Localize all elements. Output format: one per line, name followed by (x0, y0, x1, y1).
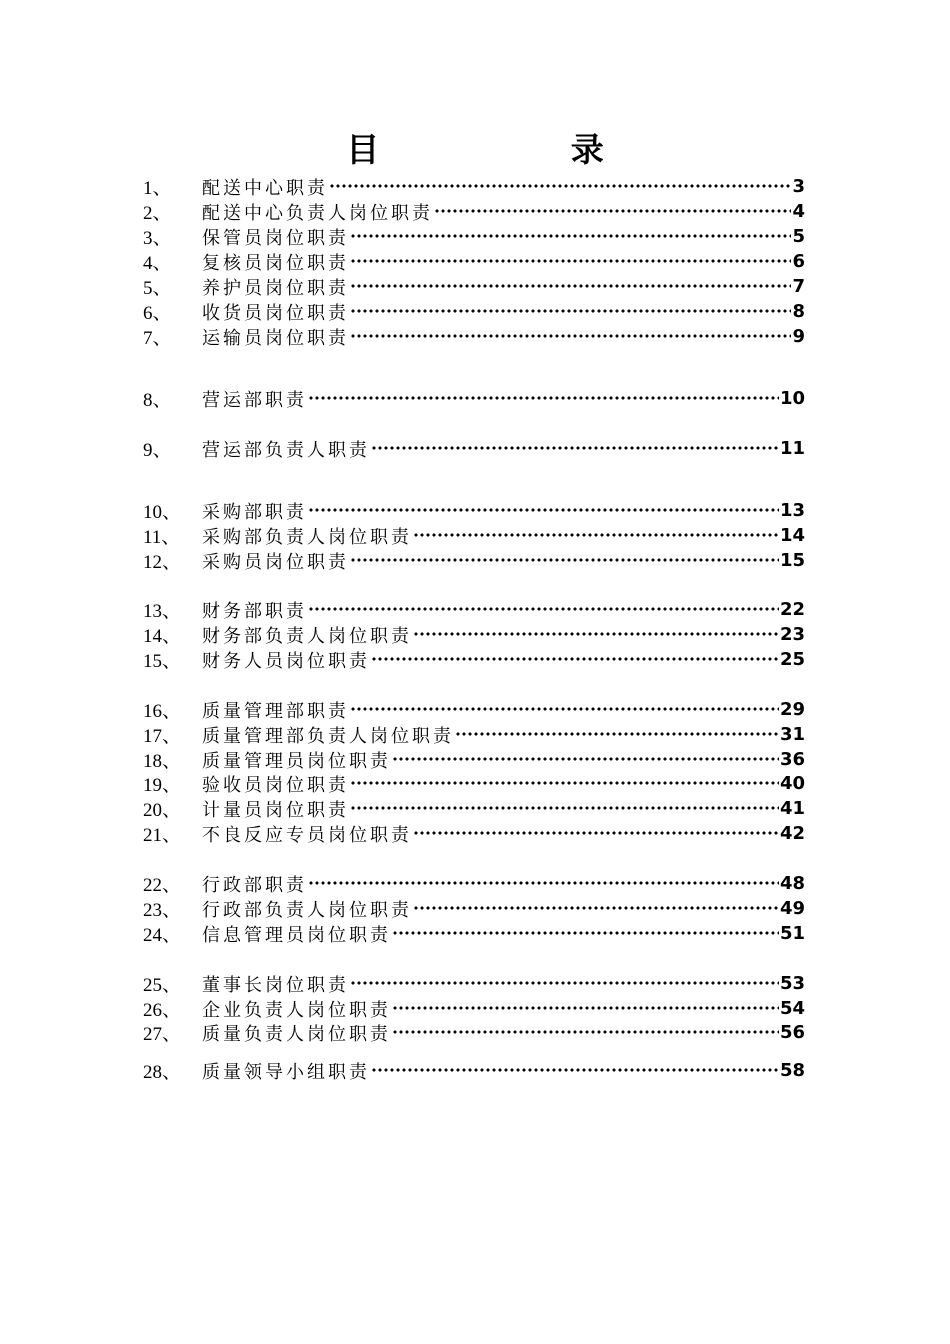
toc-entry-title: 采购部负责人岗位职责 (202, 526, 412, 548)
toc-entry-number: 28、 (143, 1062, 182, 1083)
toc-entry-number: 2、 (143, 203, 172, 224)
toc-entry-number: 15、 (143, 651, 182, 672)
toc-entry-page: 15 (779, 550, 805, 571)
toc-entry-title: 配送中心负责人岗位职责 (202, 202, 433, 224)
toc-entry-page: 58 (779, 1060, 805, 1081)
toc-entry-page: 13 (779, 500, 805, 521)
toc-entry-title: 计量员岗位职责 (202, 799, 349, 821)
toc-entry[interactable] (143, 523, 805, 548)
dot-leader (350, 548, 779, 573)
toc-entry-page: 3 (792, 176, 805, 197)
toc-entry-page: 42 (779, 823, 805, 844)
toc-entry-page: 8 (792, 301, 805, 322)
toc-entry-title: 质量管理员岗位职责 (202, 750, 391, 772)
dot-leader (350, 274, 791, 299)
toc-entry-page: 54 (779, 998, 805, 1019)
toc-entry-page: 29 (779, 699, 805, 720)
toc-entry-number: 14、 (143, 626, 182, 647)
dot-leader (350, 697, 779, 722)
toc-entry-number: 24、 (143, 925, 182, 946)
toc-entry-page: 41 (779, 798, 805, 819)
toc-entry-title: 财务人员岗位职责 (202, 650, 370, 672)
toc-entry[interactable] (143, 274, 805, 299)
toc-entry-title: 财务部职责 (202, 600, 307, 622)
toc-entry-page: 49 (779, 898, 805, 919)
dot-leader (392, 921, 779, 946)
toc-entry-number: 22、 (143, 875, 182, 896)
toc-entry-page: 5 (792, 226, 805, 247)
toc-entry-title: 质量管理部负责人岗位职责 (202, 725, 454, 747)
dot-leader (392, 996, 779, 1021)
toc-entry[interactable] (143, 996, 805, 1021)
toc-entry-title: 行政部负责人岗位职责 (202, 899, 412, 921)
dot-leader (350, 796, 779, 821)
dot-leader (350, 249, 791, 274)
dot-leader (413, 896, 779, 921)
toc-entry-number: 12、 (143, 552, 182, 573)
toc-entry-number: 1、 (143, 178, 172, 199)
toc-entry-number: 13、 (143, 601, 182, 622)
toc-entry-number: 11、 (143, 527, 181, 548)
toc-entry-title: 不良反应专员岗位职责 (202, 824, 412, 846)
toc-entry-number: 21、 (143, 825, 182, 846)
toc-entry-page: 56 (779, 1022, 805, 1043)
toc-entry-number: 10、 (143, 502, 182, 523)
toc-entry[interactable] (143, 921, 805, 946)
toc-entry-number: 9、 (143, 440, 172, 461)
toc-entry-number: 8、 (143, 390, 172, 411)
dot-leader (413, 523, 779, 548)
dot-leader (329, 174, 791, 199)
toc-entry-page: 36 (779, 749, 805, 770)
toc-entry[interactable] (143, 249, 805, 274)
toc-entry[interactable] (143, 597, 805, 622)
toc-entry-page: 9 (792, 326, 805, 347)
toc-entry-title: 验收员岗位职责 (202, 774, 349, 796)
toc-entry-title: 企业负责人岗位职责 (202, 999, 391, 1021)
toc-entry-title: 采购部职责 (202, 501, 307, 523)
dot-leader (413, 821, 779, 846)
toc-entry[interactable] (143, 1020, 805, 1045)
toc-entry-page: 6 (792, 251, 805, 272)
page-title: 目 录 (346, 130, 694, 169)
toc-entry-number: 25、 (143, 975, 182, 996)
toc-entry-title: 配送中心职责 (202, 177, 328, 199)
toc-entry-number: 23、 (143, 900, 182, 921)
dot-leader (392, 747, 779, 772)
toc-entry-title: 行政部职责 (202, 874, 307, 896)
toc-entry-number: 3、 (143, 228, 172, 249)
dot-leader (350, 771, 779, 796)
toc-entry-title: 财务部负责人岗位职责 (202, 625, 412, 647)
toc-entry[interactable] (143, 436, 805, 461)
toc-entry-title: 收货员岗位职责 (202, 302, 349, 324)
toc-entry-title: 质量管理部职责 (202, 700, 349, 722)
toc-entry-page: 51 (779, 923, 805, 944)
dot-leader (350, 224, 791, 249)
toc-entry-number: 5、 (143, 278, 172, 299)
dot-leader (350, 299, 791, 324)
toc-entry-number: 20、 (143, 800, 182, 821)
toc-entry-title: 运输员岗位职责 (202, 327, 349, 349)
toc-entry-number: 19、 (143, 775, 182, 796)
toc-entry-number: 6、 (143, 303, 172, 324)
toc-entry-page: 10 (779, 388, 805, 409)
dot-leader (308, 386, 779, 411)
toc-entry-title: 董事长岗位职责 (202, 974, 349, 996)
toc-entry-page: 53 (779, 973, 805, 994)
toc-entry[interactable] (143, 498, 805, 523)
toc-entry-page: 31 (779, 724, 805, 745)
toc-entry-page: 22 (779, 599, 805, 620)
toc-entry[interactable] (143, 722, 805, 747)
toc-entry-number: 26、 (143, 1000, 182, 1021)
toc-entry-title: 营运部职责 (202, 389, 307, 411)
toc-entry-page: 11 (779, 438, 805, 459)
toc-entry-page: 48 (779, 873, 805, 894)
toc-entry[interactable] (143, 971, 805, 996)
dot-leader (434, 199, 791, 224)
toc-entry-page: 14 (779, 525, 805, 546)
toc-entry-title: 养护员岗位职责 (202, 277, 349, 299)
toc-entry[interactable] (143, 647, 805, 672)
toc-entry-number: 4、 (143, 253, 172, 274)
toc-entry[interactable] (143, 771, 805, 796)
dot-leader (350, 324, 791, 349)
toc-entry[interactable] (143, 174, 805, 199)
toc-entry-title: 采购员岗位职责 (202, 551, 349, 573)
toc-entry[interactable] (143, 622, 805, 647)
toc-entry[interactable] (143, 697, 805, 722)
toc-entry-title: 质量领导小组职责 (202, 1061, 370, 1083)
toc-entry[interactable] (143, 224, 805, 249)
toc-entry-number: 16、 (143, 701, 182, 722)
dot-leader (392, 1020, 779, 1045)
toc-entry-title: 信息管理员岗位职责 (202, 924, 391, 946)
toc-entry[interactable] (143, 1058, 805, 1083)
toc-entry-page: 25 (779, 649, 805, 670)
toc-entry[interactable] (143, 299, 805, 324)
toc-entry-title: 复核员岗位职责 (202, 252, 349, 274)
toc-entry[interactable] (143, 821, 805, 846)
dot-leader (350, 971, 779, 996)
dot-leader (371, 647, 779, 672)
toc-entry-page: 4 (792, 201, 805, 222)
toc-entry-number: 17、 (143, 726, 182, 747)
dot-leader (308, 597, 779, 622)
toc-entry-number: 7、 (143, 328, 172, 349)
dot-leader (371, 436, 779, 461)
toc-entry[interactable] (143, 747, 805, 772)
toc-entry[interactable] (143, 871, 805, 896)
dot-leader (455, 722, 779, 747)
dot-leader (308, 498, 779, 523)
dot-leader (308, 871, 779, 896)
toc-entry[interactable] (143, 199, 805, 224)
toc-entry-number: 27、 (143, 1024, 182, 1045)
toc-entry[interactable] (143, 548, 805, 573)
dot-leader (413, 622, 779, 647)
toc-entry-page: 23 (779, 624, 805, 645)
toc-entry[interactable] (143, 386, 805, 411)
toc-entry[interactable] (143, 796, 805, 821)
toc-entry-page: 40 (779, 773, 805, 794)
toc-entry-title: 保管员岗位职责 (202, 227, 349, 249)
toc-entry-number: 18、 (143, 751, 182, 772)
toc-entry-title: 营运部负责人职责 (202, 439, 370, 461)
toc-entry-title: 质量负责人岗位职责 (202, 1023, 391, 1045)
toc-entry-page: 7 (792, 276, 805, 297)
toc-entry[interactable] (143, 896, 805, 921)
toc-entry[interactable] (143, 324, 805, 349)
dot-leader (371, 1058, 779, 1083)
